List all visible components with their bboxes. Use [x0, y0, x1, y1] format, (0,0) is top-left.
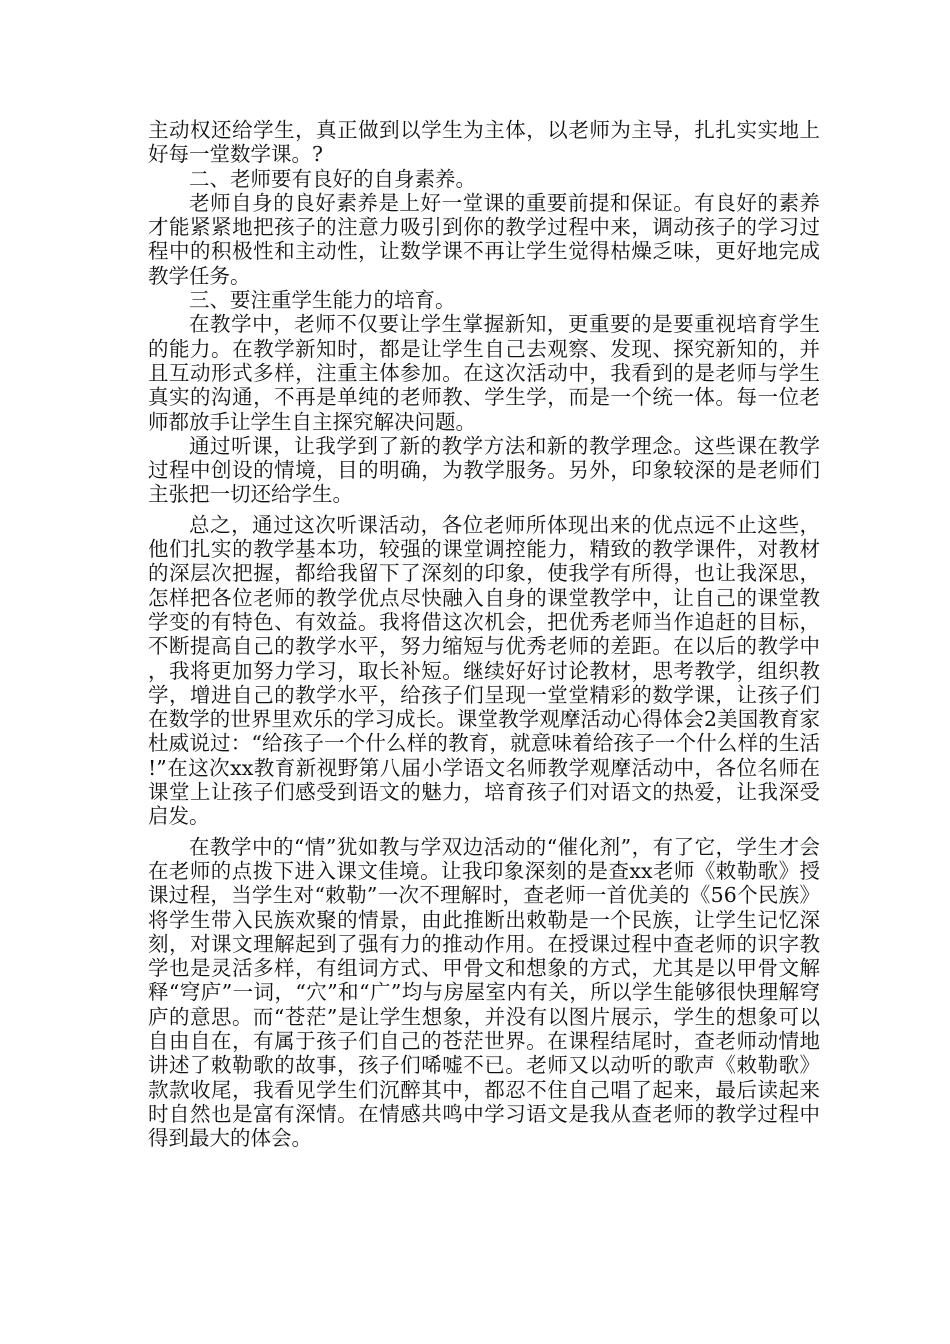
- section-heading-2: 二、老师要有良好的自身素养。: [189, 166, 476, 191]
- paragraph: 在教学中，老师不仅要让学生掌握新知，更重要的是要重视培育学生的能力。在教学新知时，都是让学生自己去观察、发现、探究新知的，并且互动形式多样，注重主体参加。在这次活动中，我看到的是老师与学生真实的沟通，不再是单纯的老师教、学生学，而是一个统一体。每一位老师都放手让学生自主探究解决问题。: [148, 312, 820, 434]
- paragraph-continuation: 主动权还给学生，真正做到以学生为主体，以老师为主导，扎扎实实地上好每一堂数学课。?: [148, 118, 820, 167]
- paragraph: 在教学中的“情”犹如教与学双边活动的“催化剂”，有了它，学生才会在老师的点拨下进入课文佳境。让我印象深刻的是查xx老师《敕勒歌》授课过程，当学生对“敕勒”一次不理解时，查老师一首优美的《56个民族》将学生带入民族欢聚的情景，由此推断出敕勒是一个民族，让学生记忆深刻，对课文理解起到了强有力的推动作用。在授课过程中查老师的识字教学也是灵活多样，有组词方式、甲骨文和想象的方式，尤其是以甲骨文解释“穹庐”一词，“穴”和“广”均与房屋室内有关，所以学生能够很快理解穹庐的意思。而“苍茫”是让学生想象，并没有以图片展示，学生的想象可以自由自在，有属于孩子们自己的苍茫世界。在课程结尾时，查老师动情地讲述了敕勒歌的故事，孩子们唏嘘不已。老师又以动听的歌声《敕勒歌》款款收尾，我看见学生们沉醉其中，都忍不住自己唱了起来，最后读起来时自然也是富有深情。在情感共鸣中学习语文是我从查老师的教学过程中得到最大的体会。: [148, 834, 820, 1151]
- section-heading-3: 三、要注重学生能力的培育。: [189, 288, 456, 313]
- paragraph: 老师自身的良好素养是上好一堂课的重要前提和保证。有良好的素养才能紧紧地把孩子的注意力吸引到你的教学过程中来，调动孩子的学习过程中的积极性和主动性，让数学课不再让学生觉得枯燥乏味，更好地完成教学任务。: [148, 190, 820, 288]
- paragraph: 通过听课，让我学到了新的教学方法和新的教学理念。这些课在教学过程中创设的情境，目的明确，为教学服务。另外，印象较深的是老师们主张把一切还给学生。: [148, 433, 820, 507]
- paragraph: 总之，通过这次听课活动，各位老师所体现出来的优点远不止这些，他们扎实的教学基本功，较强的课堂调控能力，精致的教学课件，对教材的深层次把握，都给我留下了深刻的印象，使我学有所得，也让我深思，怎样把各位老师的教学优点尽快融入自身的课堂教学中，让自己的课堂教学变的有特色、有效益。我将借这次机会，把优秀老师当作追赶的目标，不断提高自己的教学水平，努力缩短与优秀老师的差距。在以后的教学中，我将更加努力学习，取长补短。继续好好讨论教材，思考教学，组织教学，增进自己的教学水平，给孩子们呈现一堂堂精彩的数学课，让孩子们在数学的世界里欢乐的学习成长。课堂教学观摩活动心得体会2美国教育家杜威说过：“给孩子一个什么样的教育，就意味着给孩子一个什么样的生活!”在这次xx教育新视野第八届小学语文名师教学观摩活动中，各位名师在课堂上让孩子们感受到语文的魅力，培育孩子们对语文的热爱，让我深受启发。: [148, 512, 820, 829]
- document-body: [148, 118, 820, 1150]
